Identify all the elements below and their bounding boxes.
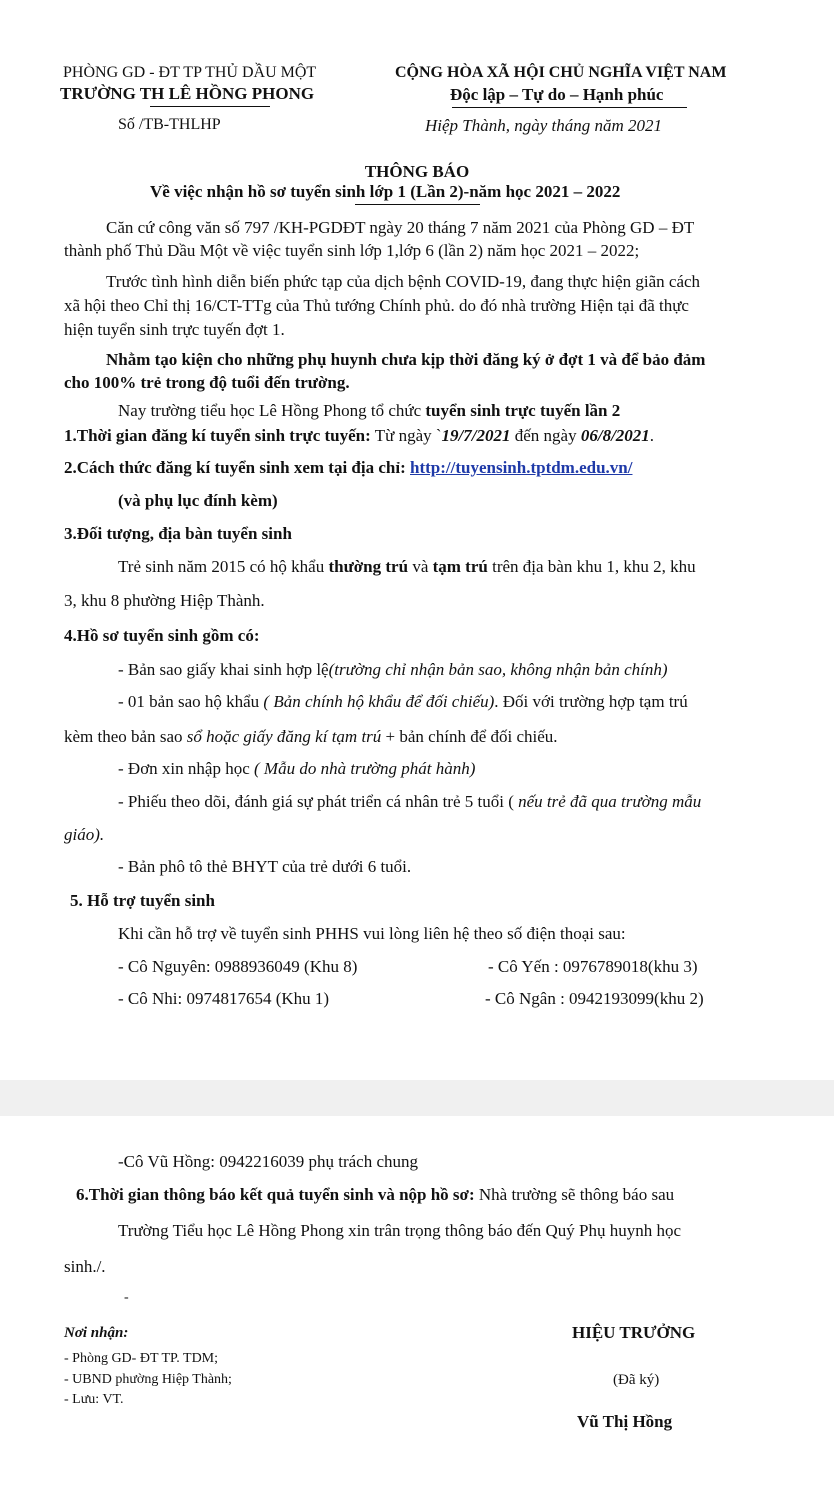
section-4-item-3: [118, 759, 475, 779]
section-3-line1: [118, 557, 696, 577]
section-1-start-date: 19/7/2021: [441, 426, 511, 445]
section-1-heading: 1.Thời gian đăng kí tuyển sinh trực tuyến:: [64, 426, 371, 445]
section-1-text-a: Từ ngày `: [370, 426, 442, 445]
school-name: TRƯỜNG TH LÊ HỒNG PHONG: [60, 84, 315, 103]
section-1-end-date: 06/8/2021: [580, 426, 650, 445]
intro-p1-line2: thành phố Thủ Dầu Một về việc tuyển sinh lớp 1,lớp 6 (lần 2) năm học 2021 – 2022;: [64, 241, 640, 260]
section-1-text-c: .: [649, 426, 655, 445]
intro-p2-line2: xã hội theo Chỉ thị 16/CT-TTg của Thủ tướng Chính phủ. do đó nhà trường Hiện tại đã thực: [64, 296, 689, 315]
section-3-line2: 3, khu 8 phường Hiệp Thành.: [64, 591, 265, 610]
signature-title: HIỆU TRƯỞNG: [572, 1323, 696, 1342]
section-4-item-1: [118, 660, 668, 680]
closing-dash: -: [124, 1290, 129, 1305]
section-4-item-2: [118, 692, 688, 712]
recipient-3: - Lưu: VT.: [64, 1392, 124, 1407]
intro-p4-bold: tuyển sinh trực tuyến lần 2: [425, 401, 621, 420]
section-4-item-4: [118, 792, 701, 812]
notice-title: THÔNG BÁO: [364, 162, 470, 181]
section-1-text-b: đến ngày: [510, 426, 581, 445]
section-4-item-5: - Bản phô tô thẻ BHYT của trẻ dưới 6 tuổi.: [118, 857, 412, 876]
intro-p4: [118, 401, 620, 421]
section-3-heading: 3.Đối tượng, địa bàn tuyển sinh: [64, 524, 292, 543]
item-2-text-f: + bản chính để đối chiếu.: [381, 727, 558, 746]
contact-yen: - Cô Yến : 0976789018(khu 3): [488, 957, 698, 976]
closing-line1: Trường Tiểu học Lê Hồng Phong xin trân trọng thông báo đến Quý Phụ huynh học: [118, 1221, 681, 1240]
recipient-1: - Phòng GD- ĐT TP. TDM;: [64, 1351, 219, 1366]
item-2-note: ( Bản chính hộ khẩu để đối chiếu): [263, 692, 495, 711]
contact-vu-hong: -Cô Vũ Hồng: 0942216039 phụ trách chung: [118, 1152, 418, 1171]
section-1: [64, 426, 654, 446]
section-5-intro: Khi cần hỗ trợ về tuyển sinh PHHS vui lòng liên hệ theo số điện thoại sau:: [118, 924, 626, 943]
intro-p3-line2: cho 100% trẻ trong độ tuổi đến trường.: [64, 373, 350, 392]
intro-p1-line1: Căn cứ công văn số 797 /KH-PGDĐT ngày 20 tháng 7 năm 2021 của Phòng GD – ĐT: [106, 218, 695, 237]
notice-subtitle: Về việc nhận hồ sơ tuyển sinh lớp 1 (Lần 2)-năm học 2021 – 2022: [150, 182, 621, 201]
section-4-item-2-line2: [64, 727, 558, 747]
item-4-note: nếu trẻ đã qua trường mẫu: [518, 792, 702, 811]
item-1-text: - Bản sao giấy khai sinh hợp lệ: [118, 660, 329, 679]
contact-ngan: - Cô Ngân : 0942193099(khu 2): [485, 989, 704, 1008]
item-4-text: - Phiếu theo dõi, đánh giá sự phát triển cá nhân trẻ 5 tuổi (: [118, 792, 519, 811]
place-date: Hiệp Thành, ngày tháng năm 2021: [425, 116, 663, 135]
motto-underline: [452, 107, 687, 108]
document-number: Số /TB-THLHP: [118, 116, 221, 133]
signature-signed: (Đã ký): [613, 1372, 660, 1388]
section-6-text: Nhà trường sẽ thông báo sau: [474, 1185, 675, 1204]
nation-motto: Độc lập – Tự do – Hạnh phúc: [450, 85, 664, 104]
school-underline: [150, 106, 270, 107]
recipients-heading: Nơi nhận:: [64, 1325, 129, 1341]
item-2-text-d: kèm theo bản sao: [64, 727, 187, 746]
intro-p2-line3: hiện tuyển sinh trực tuyến đợt 1.: [64, 320, 285, 339]
signature-name: Vũ Thị Hồng: [577, 1412, 673, 1431]
section-3-text-c: và: [408, 557, 433, 576]
closing-line2: sinh./.: [64, 1257, 106, 1276]
subtitle-underline: [355, 204, 480, 205]
dept-name: PHÒNG GD - ĐT TP THỦ DẦU MỘT: [63, 64, 317, 81]
section-2: [64, 458, 632, 478]
intro-p3-line1: Nhằm tạo kiện cho những phụ huynh chưa kịp thời đăng ký ở đợt 1 và để bảo đảm: [106, 350, 706, 369]
section-3-text-a: Trẻ sinh năm 2015 có hộ khẩu: [118, 557, 329, 576]
section-3-permanent: thường trú: [328, 557, 409, 576]
section-2-note: (và phụ lục đính kèm): [118, 491, 278, 510]
page-separator: [0, 1080, 834, 1116]
section-5-heading: 5. Hỗ trợ tuyển sinh: [70, 891, 215, 910]
section-4-heading: 4.Hồ sơ tuyển sinh gồm có:: [64, 626, 260, 645]
registration-link[interactable]: http://tuyensinh.tptdm.edu.vn/: [410, 458, 633, 477]
item-1-note: (trường chỉ nhận bản sao, không nhận bản chính): [328, 660, 668, 679]
section-6-heading: 6.Thời gian thông báo kết quả tuyển sinh và nộp hồ sơ:: [76, 1185, 475, 1204]
contact-nhi: - Cô Nhi: 0974817654 (Khu 1): [118, 989, 330, 1008]
item-2-note-e: sổ hoặc giấy đăng kí tạm trú: [186, 727, 382, 746]
section-4-item-4-line2: giáo).: [64, 825, 105, 844]
section-3-text-e: trên địa bàn khu 1, khu 2, khu: [487, 557, 696, 576]
section-6: [76, 1185, 674, 1205]
intro-p4-text: Nay trường tiểu học Lê Hồng Phong tổ chức: [118, 401, 426, 420]
item-2-text-b: . Đối với trường hợp tạm trú: [494, 692, 688, 711]
item-2-text: - 01 bản sao hộ khẩu: [118, 692, 264, 711]
nation-title: CỘNG HÒA XÃ HỘI CHỦ NGHĨA VIỆT NAM: [395, 64, 727, 81]
section-3-temporary: tạm trú: [432, 557, 488, 576]
item-3-text: - Đơn xin nhập học: [118, 759, 254, 778]
recipient-2: - UBND phường Hiệp Thành;: [64, 1372, 232, 1387]
item-3-note: ( Mẫu do nhà trường phát hành): [254, 759, 476, 778]
contact-nguyen: - Cô Nguyên: 0988936049 (Khu 8): [118, 957, 358, 976]
intro-p2-line1: Trước tình hình diễn biến phức tạp của dịch bệnh COVID-19, đang thực hiện giãn cách: [106, 272, 701, 291]
section-2-heading: 2.Cách thức đăng kí tuyển sinh xem tại địa chỉ:: [64, 458, 410, 477]
